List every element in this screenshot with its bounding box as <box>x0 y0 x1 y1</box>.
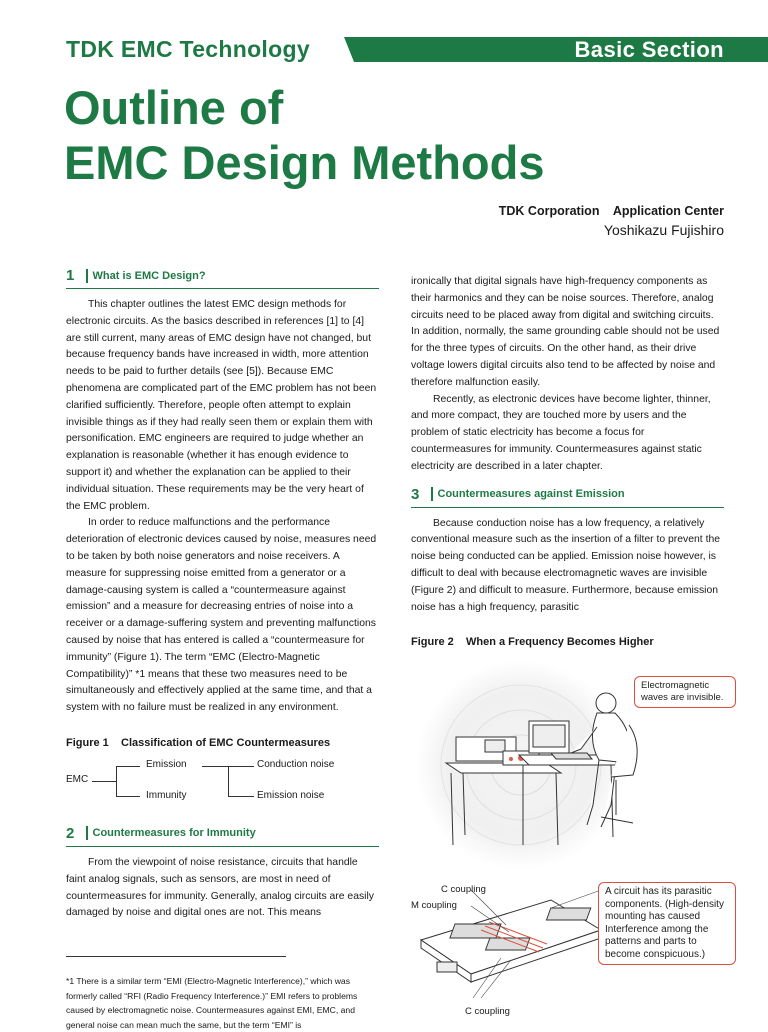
diagram-connector <box>116 766 140 767</box>
section-number: 2 <box>66 824 75 842</box>
title-line-2: EMC Design Methods <box>64 136 545 189</box>
paragraph: ironically that digital signals have high-frequency components as their harmonics and they can be noise sources. Therefore, analog circuits need to be placed away from digital and switching circuits. In addition, normally, the same grounding cable should not be used for the three types of circuits. On the other hand, as their drive voltage lowers digital circuits also tend to be affected by noise and therefore malfunction easily. <box>411 276 720 388</box>
section-title: Countermeasures against Emission <box>437 488 625 501</box>
section-divider <box>431 487 433 501</box>
series-title: TDK EMC Technology <box>66 36 310 62</box>
article-title <box>64 80 544 190</box>
figure-3-callout: A circuit has its parasitic components. (High-density mounting has caused Interference among the patterns and parts to become conspicuous.) <box>598 882 736 965</box>
section-2-heading <box>66 825 379 847</box>
right-column <box>411 274 724 648</box>
section-label: Basic Section <box>574 37 724 62</box>
footnote-text: There is a similar term “EMI (Electro-Magnetic Interference),” which was formerly called “RFI (Radio Frequency Interference.)” EMI refers to problems caused by electromagnetic noise. Countermeasures against EMI, EMC, and general noise can mean much the same, but the term “EMI” is <box>66 976 358 1030</box>
section-1-heading <box>66 267 379 289</box>
section-divider <box>86 826 88 840</box>
paragraph: In order to reduce malfunctions and the performance deterioration of electronic devices caused by noise, measures need to be taken by both noise generators and noise receivers. A measure for suppressing noise emitted from a generator or a damage-causing system is called a “countermeasure against emission” and a measure for decreasing entries of noise into a receiver or a damage-suffering system and preventing malfunctions caused by noise that has entered is called a “countermeasure for immunity” (Figure 1). The term “EMC (Electro-Magnetic Compatibility)” *1 means that these two measures need to be simultaneously and effectively applied at the same time, and that a system with no failure must be realized in any environment. <box>66 517 377 714</box>
paragraph: Recently, as electronic devices have become lighter, thinner, and more compact, they are touched more by users and the problem of static electricity has become a focus for countermeasures for immunity. Countermeasures against static electricity are described in a later chapter. <box>411 393 711 472</box>
paragraph: From the viewpoint of noise resistance, circuits that handle faint analog signals, such as sensors, are most in need of countermeasures for immunity. Generally, analog circuits are easily damaged by noise and digital ones are not. This means <box>66 856 374 919</box>
c-coupling-label-bottom: C coupling <box>465 1006 510 1017</box>
diagram-connector <box>116 766 117 796</box>
author-affiliation: TDK Corporation Application Center <box>498 204 724 218</box>
diagram-node-emc: EMC <box>66 773 89 785</box>
footnote-rule <box>66 956 286 957</box>
section-title: Countermeasures for Immunity <box>92 827 256 840</box>
diagram-node-emission: Emission <box>146 758 187 770</box>
figure-2-caption: Figure 2 When a Frequency Becomes Higher <box>411 636 654 649</box>
section-band <box>354 37 768 62</box>
footnote <box>66 974 379 1032</box>
diagram-node-immunity: Immunity <box>146 789 187 801</box>
section-number: 3 <box>411 485 420 503</box>
figure-1-caption: Figure 1 Classification of EMC Countermeasures <box>66 736 331 749</box>
figure-2-callout: Electromagnetic waves are invisible. <box>634 676 736 708</box>
section-divider <box>86 269 88 283</box>
section-number: 1 <box>66 267 75 284</box>
diagram-node-emission-noise: Emission noise <box>257 789 325 801</box>
diagram-connector <box>228 766 254 767</box>
diagram-connector <box>228 796 254 797</box>
section-3-heading <box>411 486 724 508</box>
figure-1-diagram <box>66 757 379 807</box>
diagram-connector <box>92 781 116 782</box>
left-column <box>66 267 379 922</box>
diagram-node-conduction-noise: Conduction noise <box>257 758 335 770</box>
c-coupling-label-top: C coupling <box>441 884 486 895</box>
title-line-1: Outline of <box>64 81 284 134</box>
diagram-connector <box>116 796 140 797</box>
footnote-marker: *1 <box>66 976 75 986</box>
section-title: What is EMC Design? <box>92 269 206 282</box>
diagram-connector <box>202 766 228 767</box>
diagram-connector <box>228 766 229 796</box>
m-coupling-label: M coupling <box>411 900 457 911</box>
paragraph: Because conduction noise has a low frequency, a relatively conventional measure such as the insertion of a filter to prevent the noise being conducted can be applied. Emission noise however, is difficult to deal with because electromagnetic waves are invisible (Figure 2) and difficult to measure. Furthermore, because emission noise has a high frequency, parasitic <box>411 517 721 613</box>
author-name: Yoshikazu Fujishiro <box>603 222 724 238</box>
section-band-slant <box>344 37 354 62</box>
paragraph: This chapter outlines the latest EMC design methods for electronic circuits. As the basics described in references [1] to [4] are still current, many areas of EMC design have not changed, but because frequency bands have increased in width, more attention needs to be paid to further details (see [5]). Because EMC phenomena are complicated part of the EMC problem has not been clarified sufficiently. Therefore, people often attempt to explain invisible things as if they had really seen them or explain them with personification. EMC engineers are required to judge whether an explanation is reasonable (whether it has enough evidence to support it) and whether the explanation can be applied to their individual situation. These requirements may be the very heart of the EMC problem. <box>66 299 377 512</box>
